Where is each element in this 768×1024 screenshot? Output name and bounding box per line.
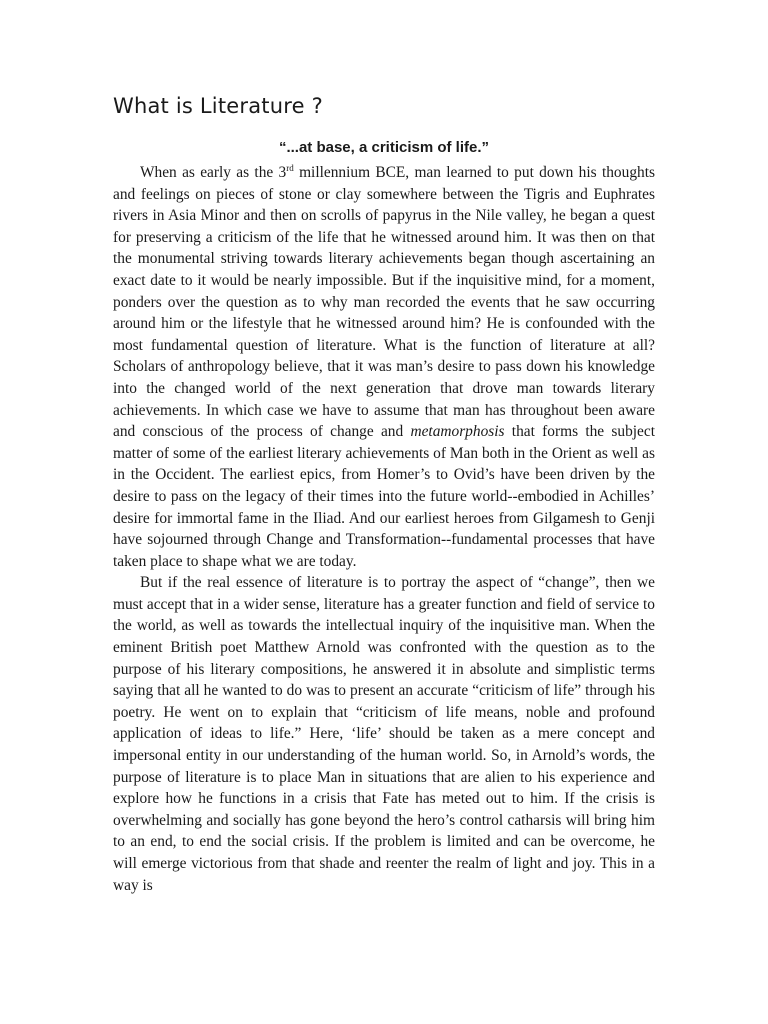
body-paragraph-1 [113, 162, 655, 572]
ordinal-superscript: rd [286, 162, 294, 173]
document-title: What is Literature ? [113, 94, 323, 118]
epigraph-quote: “...at base, a criticism of life.” [278, 139, 490, 156]
document-page [113, 92, 655, 896]
paragraph-1-text-c: that forms the subject matter of some of the earliest literary achievements of Man both in the Orient as well as in the Occident. The earliest epics, from Homer’s to Ovid’s have been driven by the desire to pass on the legacy of their times into the future world--embodied in Achilles’ desire for immortal fame in the Iliad. And our earliest heroes from Gilgamesh to Genji have sojourned through Change and Transformation--fundamental processes that have taken place to shape what we are today. [113, 423, 655, 570]
italic-term: metamorphosis [410, 423, 505, 441]
paragraph-1-text-b: millennium BCE, man learned to put down his thoughts and feelings on pieces of stone or clay somewhere between the Tigris and Euphrates rivers in Asia Minor and then on scrolls of papyrus in the Nile valley, he began a quest for preserving a criticism of the life that he witnessed around him. It was then on that the monumental striving towards literary achievements began though ascertaining an exact date to it would be nearly impossible. But if the inquisitive mind, for a moment, ponders over the question as to why man recorded the events that he saw occurring around him or the lifestyle that he witnessed around him? He is confounded with the most fundamental question of literature. What is the function of literature at all? Scholars of anthropology believe, that it was man’s desire to pass down his knowledge into the changed world of the next generation that drove man towards literary achievements. In which case we have to assume that man has throughout been aware and conscious of the process of change and [113, 164, 655, 441]
body-paragraph-2: But if the real essence of literature is to portray the aspect of “change”, then we must accept that in a wider sense, literature has a greater function and field of service to the world, as well as towards the intellectual inquiry of the inquisitive man. When the eminent British poet Matthew Arnold was confronted with the question as to the purpose of his literary compositions, he answered it in absolute and simplistic terms saying that all he wanted to do was to present an accurate “criticism of life” through his poetry. He went on to explain that “criticism of life means, noble and profound application of ideas to life.” Here, ‘life’ should be taken as a mere concept and impersonal entity in our understanding of the human world. So, in Arnold’s words, the purpose of literature is to place Man in situations that are alien to his experience and explore how he functions in a crisis that Fate has meted out to him. If the crisis is overwhelming and socially has gone beyond the hero’s control catharsis will bring him to an end, to end the social crisis. If the problem is limited and can be overcome, he will emerge victorious from that shade and reenter the realm of light and joy. This in a way is [113, 574, 655, 894]
paragraph-1-text-a: When as early as the 3 [140, 164, 287, 181]
